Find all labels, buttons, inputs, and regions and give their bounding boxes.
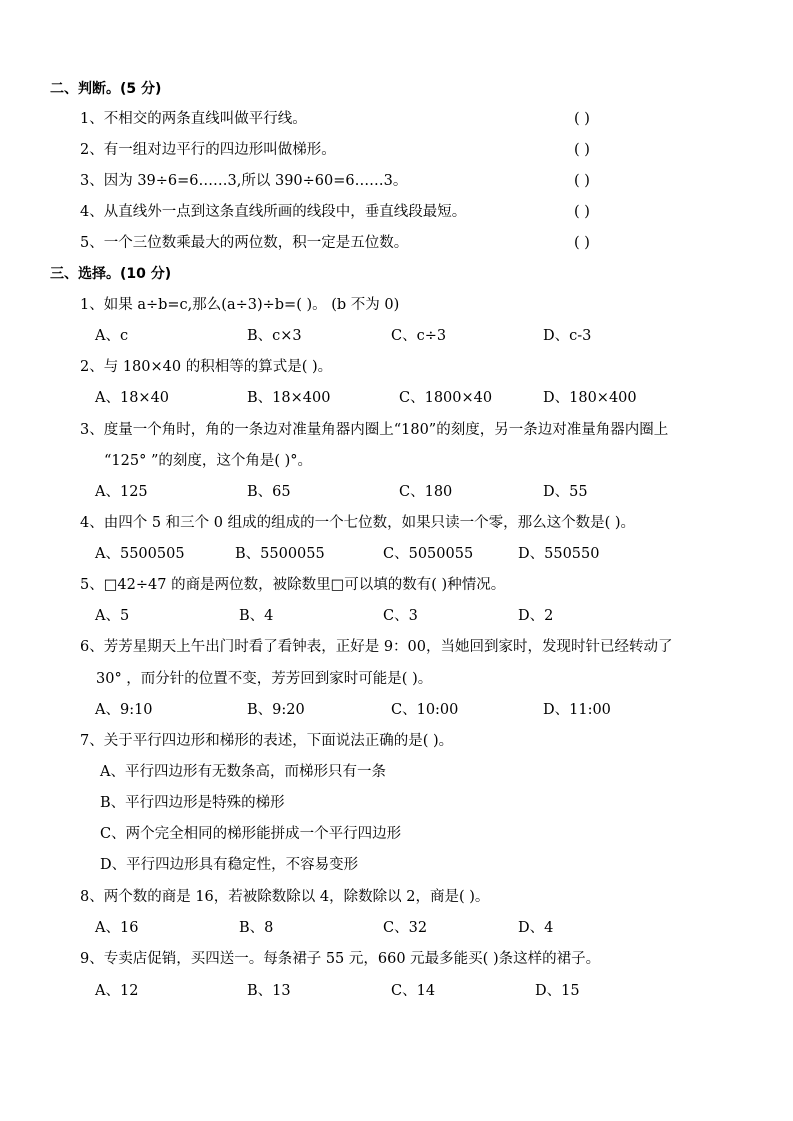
option-6-a[interactable]: A、9:10 xyxy=(95,702,153,718)
answer-bracket-5[interactable]: ( ) xyxy=(574,235,590,251)
question-2-stem: 2、与 180×40 的积相等的算式是( )。 xyxy=(80,359,333,375)
section-heading-judge: 二、判断。(5 分) xyxy=(50,81,162,97)
judge-item-3: 3、因为 39÷6=6……3,所以 390÷60=6……3。 xyxy=(80,173,408,189)
option-2-b[interactable]: B、18×400 xyxy=(247,390,331,406)
answer-bracket-1[interactable]: ( ) xyxy=(574,111,590,127)
judge-item-4: 4、从直线外一点到这条直线所画的线段中，垂直线段最短。 xyxy=(80,204,467,220)
option-4-c[interactable]: C、5050055 xyxy=(383,546,474,562)
option-4-d[interactable]: D、550550 xyxy=(518,546,600,562)
option-5-d[interactable]: D、2 xyxy=(518,608,554,624)
option-5-c[interactable]: C、3 xyxy=(383,608,418,624)
option-6-b[interactable]: B、9:20 xyxy=(247,702,305,718)
option-1-d[interactable]: D、c-3 xyxy=(543,328,592,344)
option-7-b[interactable]: B、平行四边形是特殊的梯形 xyxy=(100,795,285,811)
option-9-d[interactable]: D、15 xyxy=(535,983,580,999)
option-2-d[interactable]: D、180×400 xyxy=(543,390,637,406)
option-8-d[interactable]: D、4 xyxy=(518,920,554,936)
option-4-a[interactable]: A、5500505 xyxy=(95,546,185,562)
judge-item-5: 5、一个三位数乘最大的两位数，积一定是五位数。 xyxy=(80,235,409,251)
answer-bracket-2[interactable]: ( ) xyxy=(574,142,590,158)
option-3-b[interactable]: B、65 xyxy=(247,484,291,500)
question-9-stem: 9、专卖店促销，买四送一。每条裙子 55 元，660 元最多能买( )条这样的裙子。 xyxy=(80,951,601,967)
option-3-d[interactable]: D、55 xyxy=(543,484,588,500)
option-7-c[interactable]: C、两个完全相同的梯形能拼成一个平行四边形 xyxy=(100,826,402,842)
option-8-c[interactable]: C、32 xyxy=(383,920,428,936)
option-6-d[interactable]: D、11:00 xyxy=(543,702,611,718)
question-3-stem-line1: 3、度量一个角时，角的一条边对准量角器内圈上“180”的刻度，另一条边对准量角器内圈上 xyxy=(80,422,669,438)
answer-bracket-3[interactable]: ( ) xyxy=(574,173,590,189)
option-2-a[interactable]: A、18×40 xyxy=(95,390,170,406)
question-3-stem-line2: “125° ”的刻度，这个角是( )°。 xyxy=(104,453,313,469)
option-8-b[interactable]: B、8 xyxy=(239,920,274,936)
question-6-stem-line1: 6、芳芳星期天上午出门时看了看钟表，正好是 9：00，当她回到家时，发现时针已经转动了 xyxy=(80,639,673,655)
question-4-stem: 4、由四个 5 和三个 0 组成的组成的一个七位数，如果只读一个零，那么这个数是( )。 xyxy=(80,515,636,531)
question-1-stem: 1、如果 a÷b=c,那么(a÷3)÷b=( )。 (b 不为 0) xyxy=(80,297,400,313)
option-1-a[interactable]: A、c xyxy=(95,328,129,344)
option-9-b[interactable]: B、13 xyxy=(247,983,291,999)
option-1-b[interactable]: B、c×3 xyxy=(247,328,302,344)
option-3-a[interactable]: A、125 xyxy=(95,484,148,500)
judge-item-2: 2、有一组对边平行的四边形叫做梯形。 xyxy=(80,142,336,158)
section-heading-choice: 三、选择。(10 分) xyxy=(50,266,172,282)
question-5-stem: 5、□42÷47 的商是两位数，被除数里□可以填的数有( )种情况。 xyxy=(80,577,506,593)
answer-bracket-4[interactable]: ( ) xyxy=(574,204,590,220)
option-8-a[interactable]: A、16 xyxy=(95,920,139,936)
option-9-a[interactable]: A、12 xyxy=(95,983,139,999)
question-7-stem: 7、关于平行四边形和梯形的表述，下面说法正确的是( )。 xyxy=(80,733,454,749)
question-8-stem: 8、两个数的商是 16，若被除数除以 4，除数除以 2，商是( )。 xyxy=(80,889,490,905)
option-5-a[interactable]: A、5 xyxy=(95,608,130,624)
option-1-c[interactable]: C、c÷3 xyxy=(391,328,447,344)
judge-item-1: 1、不相交的两条直线叫做平行线。 xyxy=(80,111,307,127)
option-7-a[interactable]: A、平行四边形有无数条高，而梯形只有一条 xyxy=(100,764,386,780)
option-2-c[interactable]: C、1800×40 xyxy=(399,390,493,406)
option-9-c[interactable]: C、14 xyxy=(391,983,436,999)
option-5-b[interactable]: B、4 xyxy=(239,608,274,624)
option-7-d[interactable]: D、平行四边形具有稳定性，不容易变形 xyxy=(100,857,359,873)
option-4-b[interactable]: B、5500055 xyxy=(235,546,325,562)
option-6-c[interactable]: C、10:00 xyxy=(391,702,459,718)
option-3-c[interactable]: C、180 xyxy=(399,484,453,500)
question-6-stem-line2: 30° ，而分针的位置不变，芳芳回到家时可能是( )。 xyxy=(96,671,433,687)
